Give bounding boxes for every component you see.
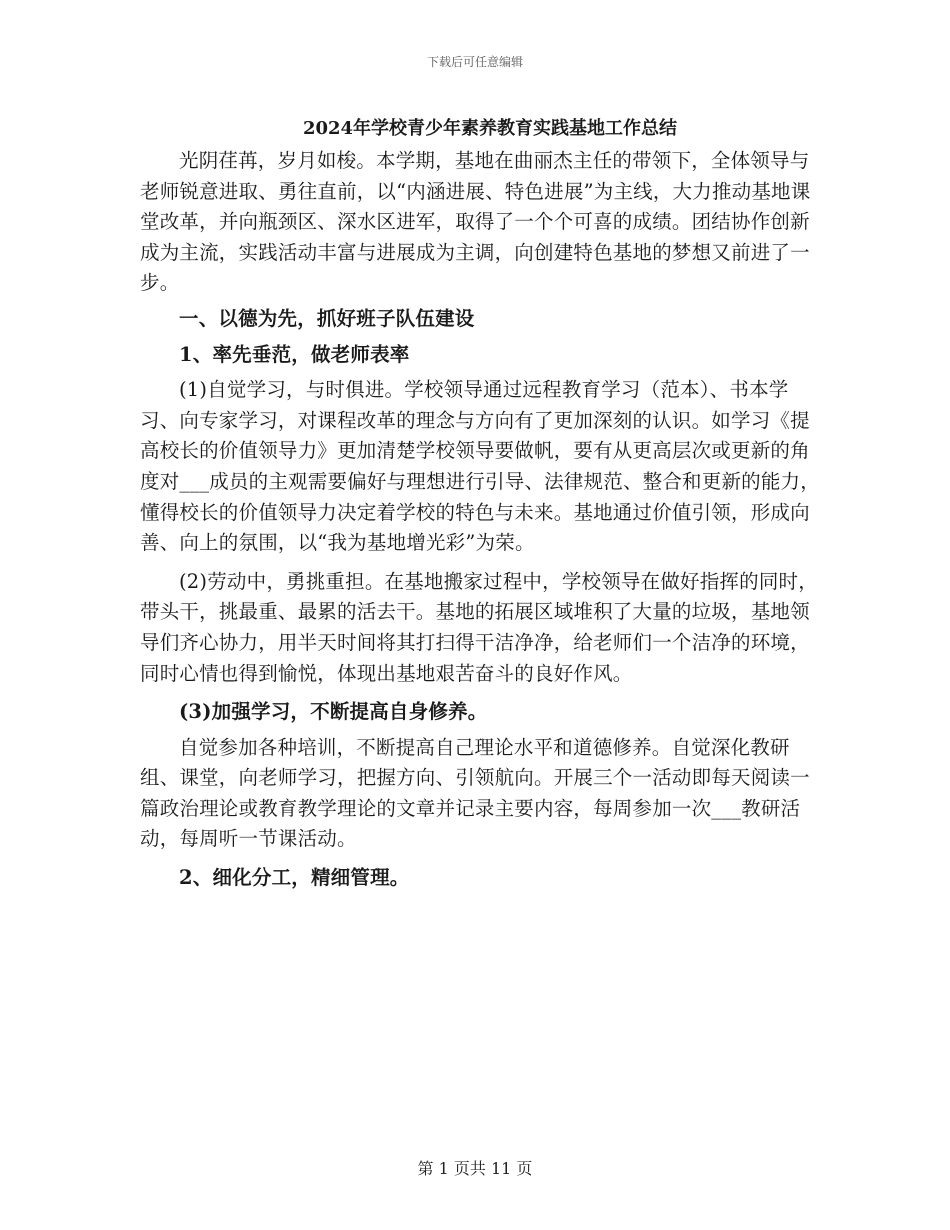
subsection-heading-2: 2、细化分工，精细管理。 xyxy=(179,866,410,890)
body-paragraph-1: (1)自觉学习，与时俱进。学校领导通过远程教育学习（范本）、书本学习、向专家学习，对课程改革的理念与方向有了更加深刻的认识。如学习《提高校长的价值领导力》更加清楚学校领导要做帆，要有从更高层次或更新的角度对___成员的主观需要偏好与理想进行引导、法律规范、整合和更新的能力，懂得校长的价值领导力决定着学校的特色与未来。基地通过价值引领，形成向善、向上的氛围，以“我为基地增光彩”为荣。 xyxy=(140,378,820,555)
subsection-heading-3: (3)加强学习，不断提高自身修养。 xyxy=(179,700,488,724)
section-heading-1: 一、以德为先，抓好班子队伍建设 xyxy=(179,306,475,330)
document-title: 2024年学校青少年素养教育实践基地工作总结 xyxy=(302,118,678,139)
header-note: 下载后可任意编辑 xyxy=(426,55,523,69)
body-paragraph-3: 自觉参加各种培训，不断提高自己理论水平和道德修养。自觉深化教研组、课堂，向老师学习，把握方向、引领航向。开展三个一活动即每天阅读一篇政治理论或教育教学理论的文章并记录主要内容，每周参加一次___教研活动，每周听一节课活动。 xyxy=(140,735,810,851)
page-number: 第 1 页共 11 页 xyxy=(417,1159,533,1178)
subsection-heading-1: 1、率先垂范，做老师表率 xyxy=(179,342,410,366)
intro-paragraph: 光阴荏苒，岁月如梭。本学期，基地在曲丽杰主任的带领下，全体领导与老师锐意进取、勇往直前，以“内涵进展、特色进展”为主线，大力推动基地课堂改革，并向瓶颈区、深水区进军，取得了一个个可喜的成绩。团结协作创新成为主流，实践活动丰富与进展成为主调，向创建特色基地的梦想又前进了一步。 xyxy=(140,149,811,295)
body-paragraph-2: (2)劳动中，勇挑重担。在基地搬家过程中，学校领导在做好指挥的同时，带头干，挑最重、最累的活去干。基地的拓展区域堆积了大量的垃圾，基地领导们齐心协力，用半天时间将其打扫得干洁净净，给老师们一个洁净的环境，同时心情也得到愉悦，体现出基地艰苦奋斗的良好作风。 xyxy=(140,569,818,685)
document-body xyxy=(140,116,820,894)
